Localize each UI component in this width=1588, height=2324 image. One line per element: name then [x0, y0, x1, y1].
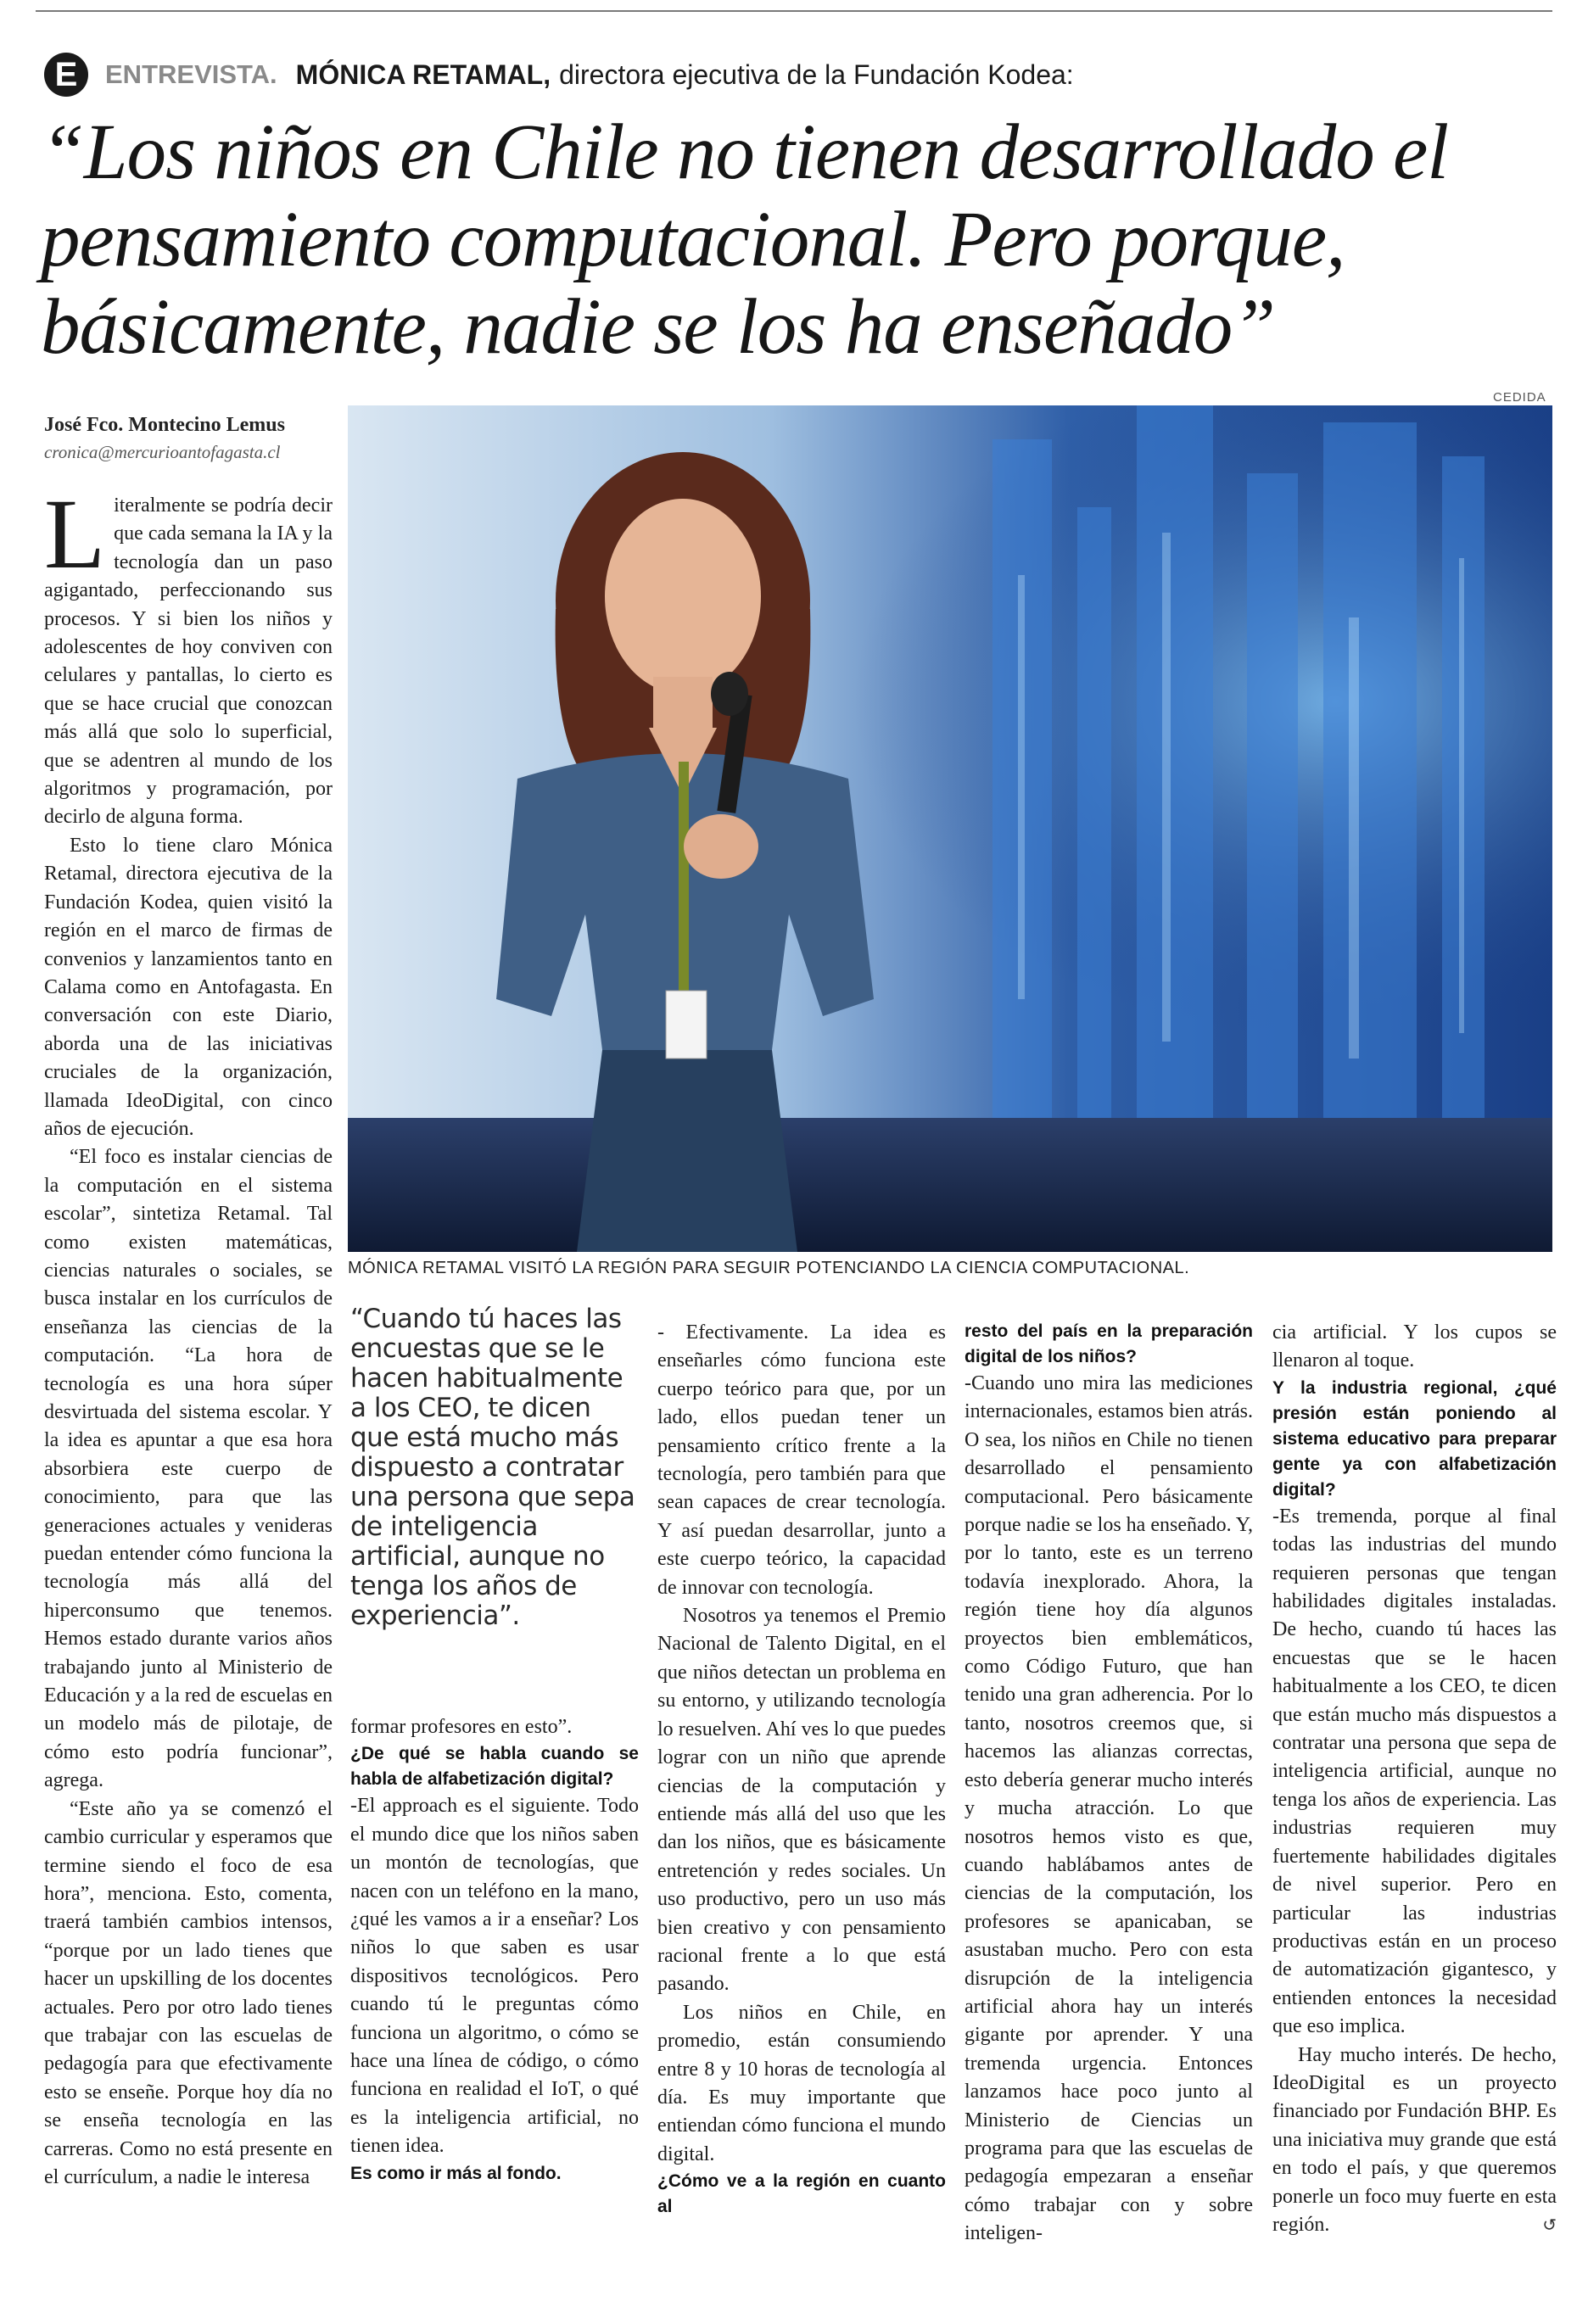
kicker-name: MÓNICA RETAMAL,	[295, 59, 551, 90]
interview-question: resto del país en la preparación digital de los niños?	[965, 1321, 1253, 1366]
kicker	[44, 49, 1074, 100]
paragraph-text: Hay mucho interés. De hecho, IdeoDigital es un proyecto financiado por Fundación BHP. Es una iniciativa muy grande que está en todo el país, y que queremos ponerle un foco muy fuerte en esta región.	[1272, 2043, 1557, 2236]
paragraph: formar profesores en esto”.	[350, 1716, 573, 1738]
paragraph: cia artificial. Y los cupos se llenaron al toque.	[1272, 1321, 1557, 1372]
top-rule	[36, 10, 1552, 12]
paragraph: “Este año ya se comenzó el cambio curricular y esperamos que termine siendo el foco de esa hora”, menciona. Esto, comenta, traerá también cambios intensos, “porque por un lado tienes que hacer un upskilling de los docentes actuales. Pero por otro lado tienes que trabajar con las escuelas de pedagogía para que efectivamente esto se enseñe. Porque hoy día no se enseña tecnología en las carreras. Como no está presente en el currículum, a nadie le interesa	[44, 1797, 333, 2188]
paragraph: Nosotros ya tenemos el Premio Nacional de Talento Digital, en el que niños detectan un problema en su entorno, y utilizando tecnología lo resuelven. Ahí ves lo que puedes lograr con un niño que aprende ciencias de la computación y entiende más allá del uso que les dan los niños, que es básicamente entretención y redes sociales. Un uso productivo, pero un uso más bien creativo y con pensamiento racional frente a lo que está pasando.	[657, 1605, 946, 1996]
lead-paragraph	[44, 478, 333, 832]
paragraph: -El approach es el siguiente. Todo el mundo dice que los niños saben un montón de tecnologías, que nacen con un teléfono en la mano, ¿qué les vamos a ir a enseñar? Los niños lo que saben es usar dispositivos tecnológicos. Pero cuando tú le preguntas cómo funciona un algoritmo, o cómo se hace una línea de código, o cómo funciona en realidad el IoT, o qué es la inteligencia artificial, no tienen idea.	[350, 1795, 639, 2158]
paragraph-text: iteralmente se podría decir que cada semana la IA y la tecnología dan un paso agigantado, perfeccionando sus procesos. Y si bien los niños y adolescentes de hoy conviven con celulares y pantallas, lo cierto es que se hace crucial que conozcan más allá que solo lo superficial, que se adentren al mundo de los algoritmos y programación, por decirlo de alguna forma.	[44, 494, 333, 829]
photo-caption: MÓNICA RETAMAL VISITÓ LA REGIÓN PARA SEGUIR POTENCIANDO LA CIENCIA COMPUTACIONAL.	[348, 1259, 1190, 1277]
kicker-role: directora ejecutiva de la Fundación Kodea:	[559, 59, 1074, 90]
paragraph: Los niños en Chile, en promedio, están consumiendo entre 8 y 10 horas de tecnología al día. Es muy importante que entiendan cómo funciona el mundo digital.	[657, 2001, 946, 2165]
column-5	[1272, 1319, 1557, 2239]
pull-quote: “Cuando tú haces las encuestas que se le hacen habitualmente a los CEO, te dicen que está mucho más dispuesto a contratar una persona que sepa de inteligencia artificial, aunque no tenga los años de experiencia”.	[350, 1304, 635, 1631]
byline	[44, 414, 333, 463]
byline-email: cronica@mercurioantofagasta.cl	[44, 442, 281, 462]
column-1	[44, 478, 333, 2192]
interview-question: Es como ir más al fondo.	[350, 2163, 562, 2183]
article-photo	[348, 405, 1552, 1252]
byline-author: José Fco. Montecino Lemus	[44, 414, 285, 436]
end-mark-icon: ↺	[1542, 2214, 1557, 2235]
dropcap: L	[44, 478, 106, 589]
headline: “Los niños en Chile no tienen desarrollado el pensamiento computacional. Pero porque, básicamente, nadie se los ha enseñado”	[41, 109, 1449, 371]
section-badge: E	[44, 53, 88, 97]
paragraph: -Es tremenda, porque al final todas las industrias del mundo requieren personas que tengan habilidades digitales instaladas. De hecho, cuando tú haces las encuestas que se le hacen habitualmente a los CEO, te dicen que están mucho más dispuestos a contratar una persona que sepa de inteligencia artificial, aunque no tenga los años de experiencia. Las industrias requieren muy fuertemente habilidades digitales de nivel superior. Pero en particular las industrias productivas están en un proceso de automatización gigantesco, y entienden entonces la necesidad que eso implica.	[1272, 1505, 1557, 2038]
kicker-section: ENTREVISTA.	[105, 59, 277, 89]
photo-credit: CEDIDA	[1493, 390, 1546, 405]
photo-illustration	[348, 405, 1552, 1252]
paragraph: - Efectivamente. La idea es enseñarles cómo funciona este cuerpo teórico para que, por un lado, ellos puedan tener un pensamiento crítico frente a la tecnología, pero también para que sean capaces de crear tecnología. Y así puedan desarrollar, junto a este cuerpo teórico, la capacidad de innovar con tecnología.	[657, 1321, 946, 1599]
interview-question: ¿Cómo ve a la región en cuanto al	[657, 2171, 946, 2217]
column-2	[350, 1713, 639, 2187]
interview-question: ¿De qué se habla cuando se habla de alfabetización digital?	[350, 1744, 639, 1790]
interview-question: Y la industria regional, ¿qué presión están poniendo al sistema educativo para preparar gente ya con alfabetización digital?	[1272, 1377, 1557, 1500]
column-4	[965, 1319, 1253, 2249]
paragraph: “El foco es instalar ciencias de la computación en el sistema escolar”, sintetiza Retamal. Tal como existen matemáticas, ciencias naturales o sociales, se busca instalar en los currículos de enseñanza las ciencias de la computación. “La hora de tecnología es una hora súper desvirtuada del sistema escolar. Y la idea es apuntar a que esa hora absorbiera este cuerpo de conocimiento, para que las generaciones actuales y venideras puedan entender cómo funciona la tecnología más allá del hiperconsumo que tenemos. Hemos estado durante varios años trabajando junto al Ministerio de Educación y a la red de escuelas en un modelo más de pilotaje, de cómo esto podría funcionar”, agrega.	[44, 1146, 333, 1792]
paragraph: -Cuando uno mira las mediciones internacionales, estamos bien atrás. O sea, los niños en Chile no tienen desarrollado el pensamiento computacional. Pero básicamente porque nadie se los ha enseñado. Y, por lo tanto, este es un terreno todavía inexplorado. Ahora, la región tiene hoy día algunos proyectos bien emblemáticos, como Código Futuro, que han tenido una gran adherencia. Por lo tanto, nosotros creemos que, si hacemos las alianzas correctas, esto debería generar mucho interés y mucha atracción. Lo que nosotros hemos visto es que, cuando hablábamos antes de ciencias de la computación, los profesores se apanicaban, se asustaban mucho. Pero con esta disrupción de la inteligencia artificial ahora hay un interés gigante por aprender. Y una tremenda urgencia. Entonces lanzamos hace poco junto al Ministerio de Ciencias un programa para que las escuelas de pedagogía empezaran a enseñar cómo trabajar con y sobre inteligen-	[965, 1372, 1253, 2245]
column-3	[657, 1319, 946, 2220]
paragraph	[1272, 2042, 1557, 2240]
paragraph: Esto lo tiene claro Mónica Retamal, directora ejecutiva de la Fundación Kodea, quien visitó la región en el marco de firmas de convenios y lanzamientos tanto en Calama como en Antofagasta. En conversación con este Diario, aborda una de las iniciativas cruciales de la organización, llamada IdeoDigital, con cinco años de ejecución.	[44, 834, 333, 1140]
